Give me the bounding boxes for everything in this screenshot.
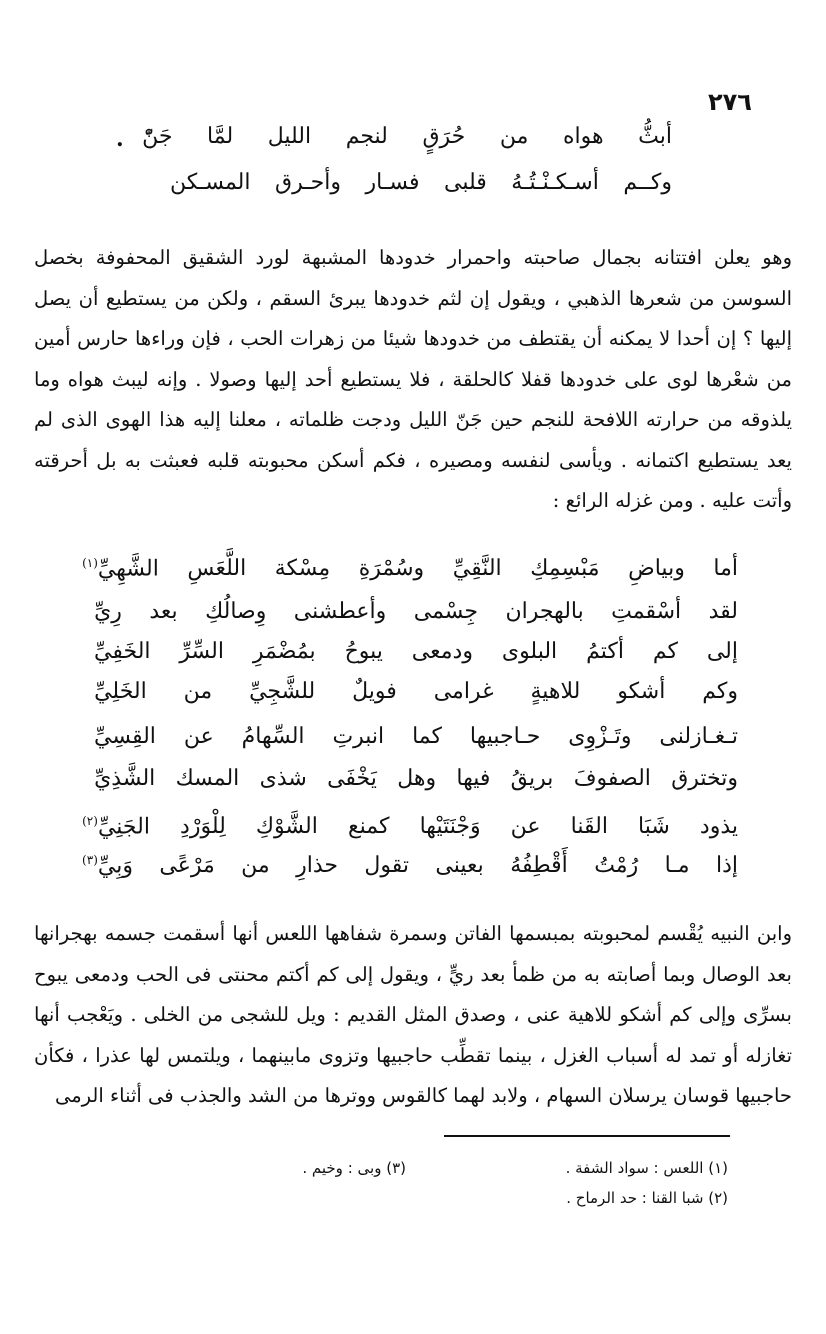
verse-word: تـغـازلنى bbox=[659, 724, 738, 749]
verse-line-6 bbox=[94, 764, 738, 794]
verse-word: بعينى bbox=[435, 853, 484, 879]
verse-word: يذود bbox=[699, 814, 738, 840]
body-paragraph-1: وهو يعلن افتتانه بجمال صاحبته واحمرار خدودها المشبهة لورد الشقيق المحفوفة بخصل السوسن من شعرها الذهبي ، ويقول إن لثم خدودها يبرئ السقم ، ولكن من يستطيع أن يصل إليها ؟ إن أحدا لا يمكنه أن يقتطف من خدودها شيئا من زهرات الحب ، فإن وراءها حارس أمين من شعْرها لوى على خدودها قفلا كالحلقة ، فلا يستطيع أحد إليها وصولا . وإنه ليبث هواه وما يلذوقه من حرارته اللافحة للنجم حين جَنّ الليل ودجت ظلماته ، معلنا إليه هذا الهوى الذى لم يعد يستطيع اكتمانه . ويأسى لنفسه ومصيره ، فكم أسكن محبوبته قلبه فعبثت به بل أحرقته وأتت عليه . ومن غزله الرائع : bbox=[34, 246, 792, 512]
verse-word: جِسْمى bbox=[413, 599, 479, 624]
footnote-text: شبا القنا : حد الرماح . bbox=[566, 1189, 704, 1207]
footnote-number: (٣) bbox=[386, 1159, 406, 1177]
verse-word bbox=[82, 845, 133, 881]
verse-word: كم bbox=[652, 639, 678, 664]
verse-end-mark: . bbox=[116, 126, 124, 152]
verse-word: يبوحُ bbox=[344, 639, 383, 664]
verse-word: المسـكن bbox=[170, 170, 251, 195]
footnote-divider bbox=[444, 1135, 730, 1137]
verse-line-1 bbox=[82, 548, 738, 584]
verse-word: أشكو bbox=[617, 679, 666, 704]
verse-word: أكتمُ bbox=[586, 639, 624, 664]
verse-word: للاهيةٍ bbox=[530, 679, 581, 704]
verse-word: فيها bbox=[456, 766, 491, 791]
verse-word: أَقْطِفُهُ bbox=[510, 853, 568, 879]
verse-word: وهل bbox=[397, 766, 437, 791]
verse-line-7 bbox=[82, 806, 738, 842]
verse-word: لقد bbox=[708, 599, 738, 624]
verse-word-text: وَبِيِّ bbox=[97, 853, 133, 879]
verse-word: القَنا bbox=[570, 814, 608, 840]
footnote-number: (١) bbox=[708, 1159, 728, 1177]
verse-line-4 bbox=[94, 677, 738, 707]
footnote-text: اللعس : سواد الشفة . bbox=[565, 1159, 704, 1177]
verse-word: القِسِيِّ bbox=[94, 724, 156, 749]
verse-word: من bbox=[499, 124, 529, 149]
verse-word: وِصالُكِ bbox=[205, 599, 267, 624]
verse-word: بريقُ bbox=[510, 766, 554, 791]
footnote-1 bbox=[566, 1156, 728, 1180]
verse-word: أما bbox=[713, 556, 738, 582]
verse-word: حـاجبيها bbox=[469, 724, 541, 749]
verse-word: غرامى bbox=[433, 679, 494, 704]
body-paragraph-2: وابن النبيه يُقْسم لمحبوبته بمبسمها الفاتن وسمرة شفاهها اللعس أنها أسقمت جسمه بهجرانها بعد الوصال وبما أصابته به من ظمأ بعد ريٍّ ، ويقول إلى كم أكتم محنتى فى الحب ودمعى يبوح بسرِّى وإلى كم أشكو للاهية عنى ، وصدق المثل القديم : ويل للشجى من الخلى . ويَعْجب أنها تغازله أو تمد له أسباب الغزل ، بينما تقطِّب حاجبيها وتزوى مابينهما ، ويلتمس لها عذرا ، فكأن حاجبيها قوسان يرسلان السهام ، ولابد لهما كالقوس ووترها من الشد والجذب فى أثناء الرمى bbox=[34, 922, 792, 1107]
verse-word: بالهجران bbox=[505, 599, 584, 624]
verse-word: الخَفِيِّ bbox=[94, 639, 151, 664]
verse-word: وبياضِ bbox=[628, 556, 685, 582]
verse-word: كمنع bbox=[347, 814, 390, 840]
verse-word: وتَـزْوِى bbox=[568, 724, 632, 749]
verse-word: رِيِّ bbox=[94, 599, 122, 624]
verse-word: إلى bbox=[706, 639, 738, 664]
verse-word: من bbox=[183, 679, 213, 704]
verse-line-top-1 bbox=[142, 122, 672, 152]
verse-word: الليل bbox=[267, 124, 312, 149]
verse-word: انبرتِ bbox=[332, 724, 385, 749]
verse-word: تقول bbox=[364, 853, 410, 879]
verse-word: المسك bbox=[175, 766, 240, 791]
verse-word: عن bbox=[510, 814, 541, 840]
verse-word: وكم bbox=[702, 679, 738, 704]
verse-word: يَخْفَى bbox=[327, 766, 377, 791]
verse-line-2 bbox=[94, 597, 738, 627]
verse-word: للشَّجِيِّ bbox=[249, 679, 316, 704]
verse-word: الشَّذِيِّ bbox=[94, 766, 156, 791]
footnote-3 bbox=[302, 1156, 406, 1180]
verse-line-top-2 bbox=[170, 168, 672, 198]
verse-word: لنجم bbox=[345, 124, 388, 149]
verse-word: وأحـرق bbox=[275, 170, 342, 195]
verse-word: مَرْعًى bbox=[159, 853, 215, 879]
verse-word: حذارِ bbox=[296, 853, 338, 879]
verse-word: وكــم bbox=[623, 170, 672, 195]
footnote-marker: (٣) bbox=[82, 853, 98, 867]
verse-line-8 bbox=[82, 845, 738, 881]
footnote-number: (٢) bbox=[708, 1189, 728, 1207]
verse-word: مِسْكة bbox=[274, 556, 331, 582]
verse-word: كما bbox=[412, 724, 442, 749]
verse-word: مَبْسِمِكِ bbox=[530, 556, 600, 582]
verse-word-text: الشَّهِيِّ bbox=[97, 556, 159, 582]
verse-word: فويلٌ bbox=[352, 679, 397, 704]
verse-word-text: الجَنِيِّ bbox=[97, 814, 150, 840]
footnote-text: وبى : وخيم . bbox=[302, 1159, 382, 1177]
verse-word: الشَّوْكِ bbox=[255, 814, 318, 840]
verse-word: اللَّعَسِ bbox=[187, 556, 247, 582]
verse-word: أسـكـنْـتُـهُ bbox=[511, 170, 599, 195]
verse-word: حُرَقٍ bbox=[422, 124, 466, 149]
verse-word: الخَلِيِّ bbox=[94, 679, 147, 704]
verse-word: من bbox=[241, 853, 270, 879]
verse-word: النَّقِيِّ bbox=[452, 556, 502, 582]
verse-word: وأعطشنى bbox=[293, 599, 387, 624]
verse-word: جَنّْ bbox=[142, 124, 173, 149]
verse-word: وَجْنَتَيْها bbox=[419, 814, 481, 840]
verse-word: لمَّا bbox=[207, 124, 234, 149]
verse-word: أسْقمتِ bbox=[611, 599, 682, 624]
verse-word: السِّهامُ bbox=[241, 724, 305, 749]
verse-word: بمُضْمَرِ bbox=[252, 639, 316, 664]
verse-word: شَبَا bbox=[638, 814, 670, 840]
verse-word bbox=[82, 806, 150, 842]
verse-word: مـا bbox=[664, 853, 690, 879]
verse-word: الصفوفَ bbox=[573, 766, 651, 791]
verse-word: لِلْوَرْدِ bbox=[180, 814, 226, 840]
verse-word: قلبى bbox=[443, 170, 487, 195]
verse-word: إذا bbox=[715, 853, 738, 879]
verse-line-3 bbox=[94, 637, 738, 667]
verse-word: رُمْتُ bbox=[594, 853, 639, 879]
verse-word: ودمعى bbox=[411, 639, 473, 664]
verse-word: هواه bbox=[562, 124, 604, 149]
verse-word: أبثُّ bbox=[638, 124, 672, 149]
verse-word: فسـار bbox=[365, 170, 420, 195]
verse-word: بعد bbox=[149, 599, 178, 624]
verse-word: عن bbox=[183, 724, 214, 749]
footnote-marker: (٢) bbox=[82, 814, 98, 828]
footnote-marker: (١) bbox=[82, 556, 98, 570]
verse-word: شذى bbox=[259, 766, 307, 791]
footnote-2 bbox=[566, 1186, 728, 1210]
verse-word: البلوى bbox=[501, 639, 558, 664]
verse-word: وسُمْرَةِ bbox=[358, 556, 425, 582]
verse-word: وتخترق bbox=[671, 766, 738, 791]
verse-line-5 bbox=[94, 722, 738, 752]
verse-word: السِّرِّ bbox=[179, 639, 225, 664]
page-number: ٢٧٦ bbox=[708, 88, 752, 116]
verse-word bbox=[82, 548, 159, 584]
